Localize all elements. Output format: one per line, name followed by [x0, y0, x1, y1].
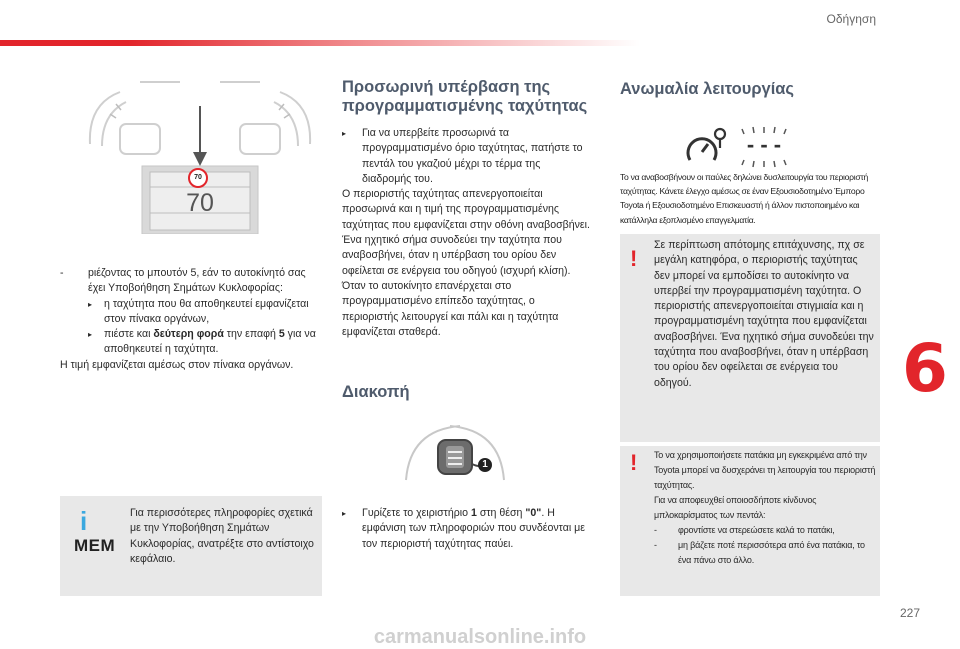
list-item: - μη βάζετε ποτέ περισσότερα από ένα πατάκια, το ένα πάνω στο άλλο.	[654, 540, 865, 565]
sub-item-text: πιέστε και δεύτερη φορά την επαφή 5 για να αποθηκευτεί η ταχύτητα.	[104, 328, 316, 356]
section-heading-malfunction: Ανωμαλία λειτουργίας	[620, 80, 795, 98]
paragraph: Όταν το αυτοκίνητο επανέρχεται στο προγραμματισμένο επίπεδο ταχύτητας, ο περιοριστής λειτουργεί και πάλι και η ταχύτητα εμφανίζεται σταθερά.	[342, 279, 559, 338]
middle-column	[342, 78, 592, 340]
warning-box-mats	[620, 446, 880, 596]
dash-marker: -	[60, 267, 64, 279]
speedometer-limit-icon	[684, 126, 730, 166]
step-item	[60, 266, 324, 297]
arrow-bullet-icon: ▸	[342, 509, 347, 518]
arrow-bullet-icon: ▸	[88, 299, 93, 309]
arrow-bullet-icon: ▸	[342, 129, 347, 138]
warning-icon: !	[630, 450, 638, 475]
bullet-item	[342, 506, 592, 552]
section-heading-stop: Διακοπή	[342, 383, 410, 401]
malfunction-note: Το να αναβοσβήνουν οι παύλες δηλώνει δυσλειτουργία του περιοριστή ταχύτητας. Κάνετε έλεγχο αμέσως σε έναν Εξουσιοδοτημένο Έμπορο Toyota ή Εξουσιοδοτημένο Επισκευαστή ή άλλον πιστοποιημένο και κατάλληλα εξοπλισμένο επαγγελματία.	[620, 172, 868, 225]
paragraph: Ο περιοριστής ταχύτητας απενεργοποιείται προσωρινά και η τιμή της προγραμματισμένης ταχύτητας που εμφανίζεται στην οθόνη αναβοσβήνει.	[342, 188, 590, 231]
stalk-illustration	[400, 420, 510, 492]
section-title: Οδήγηση	[826, 12, 876, 26]
stalk-callout-label: 1	[482, 459, 488, 470]
warning-box-acceleration	[620, 234, 880, 442]
speed-display-value: 70	[186, 189, 214, 217]
list-item: - φροντίστε να στερεώσετε καλά το πατάκι,	[654, 525, 835, 535]
stop-instruction	[342, 506, 592, 552]
dashes-display: - - -	[746, 132, 782, 157]
speed-sign: 70	[188, 168, 208, 188]
watermark: carmanualsonline.info	[373, 626, 587, 648]
result-paragraph: Η τιμή εμφανίζεται αμέσως στον πίνακα οργάνων.	[60, 358, 294, 371]
step-text: pιέζοντας το μπουτόν 5, εάν το αυτοκίνητό σας έχει Υποβοήθηση Σημάτων Κυκλοφορίας:	[88, 267, 306, 295]
sub-item-text: η ταχύτητα που θα αποθηκευτεί εμφανίζεται στον πίνακα οργάνων,	[104, 297, 309, 325]
sub-item-1	[60, 297, 324, 328]
arrow-bullet-icon: ▸	[88, 330, 93, 340]
info-box	[60, 496, 322, 596]
bullet-text: Γυρίζετε το χειριστήριο 1 στη θέση "0". Η εμφάνιση των πληροφοριών που συνδέονται με τον περιοριστή ταχύτητας παύει.	[362, 507, 585, 550]
info-text: Για περισσότερες πληροφορίες σχετικά με την Υποβοήθηση Σημάτων Κυκλοφορίας, ανατρέξτε στο αντίστοιχο κεφάλαιο.	[130, 507, 314, 565]
bullet-item	[342, 126, 592, 187]
left-column	[60, 266, 324, 373]
warning-text: Το να χρησιμοποιήσετε πατάκια μη εγκεκριμένα από την Toyota μπορεί να δυσχεράνει τη λειτουργία του περιοριστή ταχύτητας. Για να αποφευχθεί οποιοσδήποτε κίνδυνος μπλοκαρίσματος των πεντάλ: - φροντίστε να στερεώσετε καλά το πατάκι, - μη βάζετε ποτέ περισσότερα από ένα πατάκια, το ένα πάνω στο άλλο.	[654, 448, 876, 568]
mem-badge: MEM	[74, 536, 116, 555]
warning-text: Σε περίπτωση απότομης επιτάχυνσης, πχ σε μεγάλη κατηφόρα, ο περιοριστής ταχύτητας δεν μπορεί να εμποδίσει το αυτοκίνητο να υπερβεί την προγραμματισμένη ταχύτητα. Ο περιοριστής απενεργοποιείται στιγμιαία και η προγραμματισμένη ταχύτητα που εμφανίζεται αναβοσβήνει. Ένα ηχητικό σήμα συνοδεύει την ταχύτητα που αναβοσβήνει, όταν η υπέρβαση του ορίου δεν οφείλεται σε ενέργεια του οδηγού.	[654, 239, 874, 389]
bullet-text: Για να υπερβείτε προσωρινά τα προγραμματισμένο όριο ταχύτητας, πατήστε το πεντάλ του γκαζιού μέχρι το τέρμα της διαδρομής του.	[362, 127, 583, 185]
info-icon: i	[80, 506, 88, 536]
top-accent-bar	[0, 40, 640, 46]
paragraph: Ένα ηχητικό σήμα συνοδεύει την ταχύτητα που αναβοσβήνει, όταν η υπέρβαση του ορίου δεν οφείλεται σε ενέργεια του οδηγού (ισχυρή κλίση).	[342, 234, 571, 277]
chapter-number: 6	[902, 330, 948, 407]
sub-item-2	[60, 327, 324, 358]
warning-icon: !	[630, 246, 638, 271]
page-number: 227	[900, 606, 921, 620]
section-heading: Προσωρινή υπέρβαση της προγραμματισμένης ταχύτητας	[342, 78, 588, 115]
